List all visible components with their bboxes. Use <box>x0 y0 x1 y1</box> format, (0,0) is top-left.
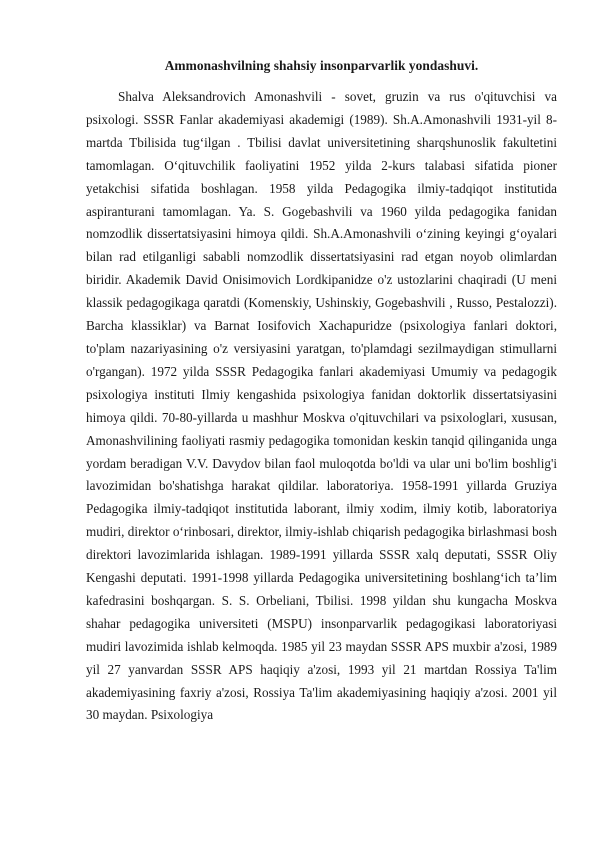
body-paragraph: Shalva Aleksandrovich Amonashvili - sovet, gruzin va rus o'qituvchisi va psixologi. SSSR Fanlar akademiyasi akademigi (1989). Sh.A.Amonashvili 1931-yil 8-martda Tbilisida tug‘ilgan . Tbilisi davlat universitetining sharqshunoslik fakultetini tamomlagan. O‘qituvchilik faoliyatini 1952 yilda 2-kurs talabasi sifatida pioner yetakchisi sifatida boshlagan. 1958 yilda Pedagogika ilmiy-tadqiqot institutida aspiranturani tamomlagan. Ya. S. Gogebashvili va 1960 yilda pedagogika fanidan nomzodlik dissertatsiyasini himoya qildi. Sh.A.Amonashvili o‘zining keyingi g‘oyalari bilan rad etilganligi sababli nomzodlik dissertatsiyasini rad etgan noyob olimlardan biridir. Akademik David Onisimovich Lordkipanidze o'z ustozlarini chaqiradi (U meni klassik pedagogikaga qaratdi (Komenskiy, Ushinskiy, Gogebashvili , Russo, Pestalozzi). Barcha klassiklar) va Barnat Iosifovich Xachapuridze (psixologiya fanlari doktori, to'plam nazariyasining o'z versiyasini yaratgan, to'plamdagi sezilmaydigan stimullarni o'rgangan). 1972 yilda SSSR Pedagogika fanlari akademiyasi Umumiy va pedagogik psixologiya instituti Ilmiy kengashida psixologiya fanidan doktorlik dissertatsiyasini himoya qildi. 70-80-yillarda u mashhur Moskva o'qituvchilari va psixologlari, xususan, Amonashvilining faoliyati rasmiy pedagogika tomonidan keskin tanqid qilinganida unga yordam beradigan V.V. Davydov bilan faol muloqotda bo'ldi va ular uni bo'lim boshlig'i lavozimidan bo'shatishga harakat qildilar. laboratoriya. 1958-1991 yillarda Gruziya Pedagogika ilmiy-tadqiqot institutida laborant, ilmiy xodim, ilmiy kotib, laboratoriya mudiri, direktor o‘rinbosari, direktor, ilmiy-ishlab chiqarish pedagogika birlashmasi bosh direktori lavozimlarida ishlagan. 1989-1991 yillarda SSSR xalq deputati, SSSR Oliy Kengashi deputati. 1991-1998 yillarda Pedagogika universitetining boshlang‘ich ta’lim kafedrasini boshqargan. S. S. Orbeliani, Tbilisi. 1998 yildan shu kungacha Moskva shahar pedagogika universiteti (MSPU) insonparvarlik pedagogikasi laboratoriyasi mudiri lavozimida ishlab kelmoqda. 1985 yil 23 maydan SSSR APS muxbir a'zosi, 1989 yil 27 yanvardan SSSR APS haqiqiy a'zosi, 1993 yil 21 martdan Rossiya Ta'lim akademiyasining faxriy a'zosi, Rossiya Ta'lim akademiyasining haqiqiy a'zosi. 2001 yil 30 maydan. Psixologiya <box>86 89 557 723</box>
document-title: Ammonashvilning shahsiy insonparvarlik yondashuvi. <box>164 58 479 73</box>
document-page <box>86 56 557 727</box>
